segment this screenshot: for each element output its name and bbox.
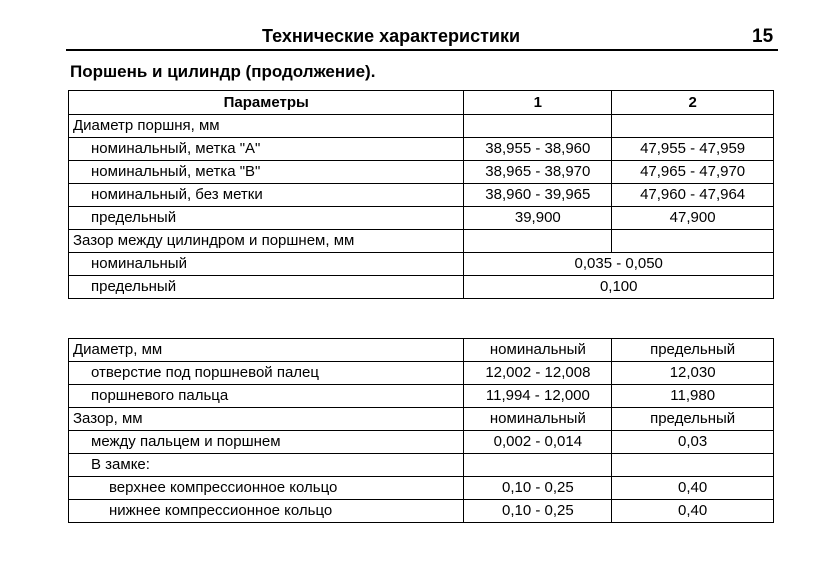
cell-value-1: 38,955 - 38,960: [464, 138, 612, 161]
cell-value-1: номинальный: [464, 408, 612, 431]
cell-value-merged: 0,100: [464, 276, 774, 299]
row-label: Диаметр поршня, мм: [69, 115, 464, 138]
page-number: 15: [752, 26, 774, 47]
cell-value-1: 11,994 - 12,000: [464, 385, 612, 408]
piston-pin-ring-table: [68, 338, 774, 523]
cell-value-2: [612, 230, 774, 253]
row-label: номинальный, без метки: [69, 184, 464, 207]
cell-value-2: 11,980: [612, 385, 774, 408]
cell-value-1: 39,900: [464, 207, 612, 230]
piston-cylinder-table: [68, 90, 774, 299]
table-header-row: [69, 91, 774, 115]
header-divider: [66, 49, 778, 51]
cell-value-2: [612, 454, 774, 477]
row-label: Зазор между цилиндром и поршнем, мм: [69, 230, 464, 253]
table-row: [69, 207, 774, 230]
table-row: [69, 500, 774, 523]
cell-value-2: 47,965 - 47,970: [612, 161, 774, 184]
cell-value-2: 0,40: [612, 477, 774, 500]
cell-value-2: [612, 115, 774, 138]
column-header-2: 2: [612, 91, 774, 115]
row-label: нижнее компрессионное кольцо: [69, 500, 464, 523]
column-header-1: 1: [464, 91, 612, 115]
row-label: Диаметр, мм: [69, 339, 464, 362]
cell-value-2: 0,03: [612, 431, 774, 454]
row-label: предельный: [69, 276, 464, 299]
table-row: [69, 115, 774, 138]
cell-value-1: 38,965 - 38,970: [464, 161, 612, 184]
row-label: между пальцем и поршнем: [69, 431, 464, 454]
table-row: [69, 477, 774, 500]
cell-value-1: 38,960 - 39,965: [464, 184, 612, 207]
cell-value-1: [464, 230, 612, 253]
cell-value-1: номинальный: [464, 339, 612, 362]
cell-value-2: 12,030: [612, 362, 774, 385]
cell-value-2: 47,955 - 47,959: [612, 138, 774, 161]
cell-value-2: 47,960 - 47,964: [612, 184, 774, 207]
table-row: [69, 408, 774, 431]
page-header-title: Технические характеристики: [262, 26, 521, 46]
table-row: [69, 385, 774, 408]
row-label: номинальный, метка "А": [69, 138, 464, 161]
cell-value-2: предельный: [612, 339, 774, 362]
cell-value-1: [464, 454, 612, 477]
column-header-parameters: Параметры: [69, 91, 464, 115]
table-row: [69, 138, 774, 161]
table-row: [69, 276, 774, 299]
cell-value-1: 0,10 - 0,25: [464, 477, 612, 500]
cell-value-1: 0,002 - 0,014: [464, 431, 612, 454]
row-label: поршневого пальца: [69, 385, 464, 408]
row-label: верхнее компрессионное кольцо: [69, 477, 464, 500]
row-label: Зазор, мм: [69, 408, 464, 431]
cell-value-merged: 0,035 - 0,050: [464, 253, 774, 276]
table-row: [69, 339, 774, 362]
cell-value-2: 0,40: [612, 500, 774, 523]
section-title: Поршень и цилиндр (продолжение).: [70, 62, 376, 81]
row-label: отверстие под поршневой палец: [69, 362, 464, 385]
table-row: [69, 362, 774, 385]
cell-value-1: 0,10 - 0,25: [464, 500, 612, 523]
cell-value-1: 12,002 - 12,008: [464, 362, 612, 385]
cell-value-1: [464, 115, 612, 138]
table-row: [69, 454, 774, 477]
table-row: [69, 161, 774, 184]
cell-value-2: предельный: [612, 408, 774, 431]
row-label: номинальный, метка "В": [69, 161, 464, 184]
cell-value-2: 47,900: [612, 207, 774, 230]
row-label: номинальный: [69, 253, 464, 276]
table-row: [69, 230, 774, 253]
row-label: предельный: [69, 207, 464, 230]
table-row: [69, 184, 774, 207]
table-row: [69, 253, 774, 276]
row-label: В замке:: [69, 454, 464, 477]
table-row: [69, 431, 774, 454]
